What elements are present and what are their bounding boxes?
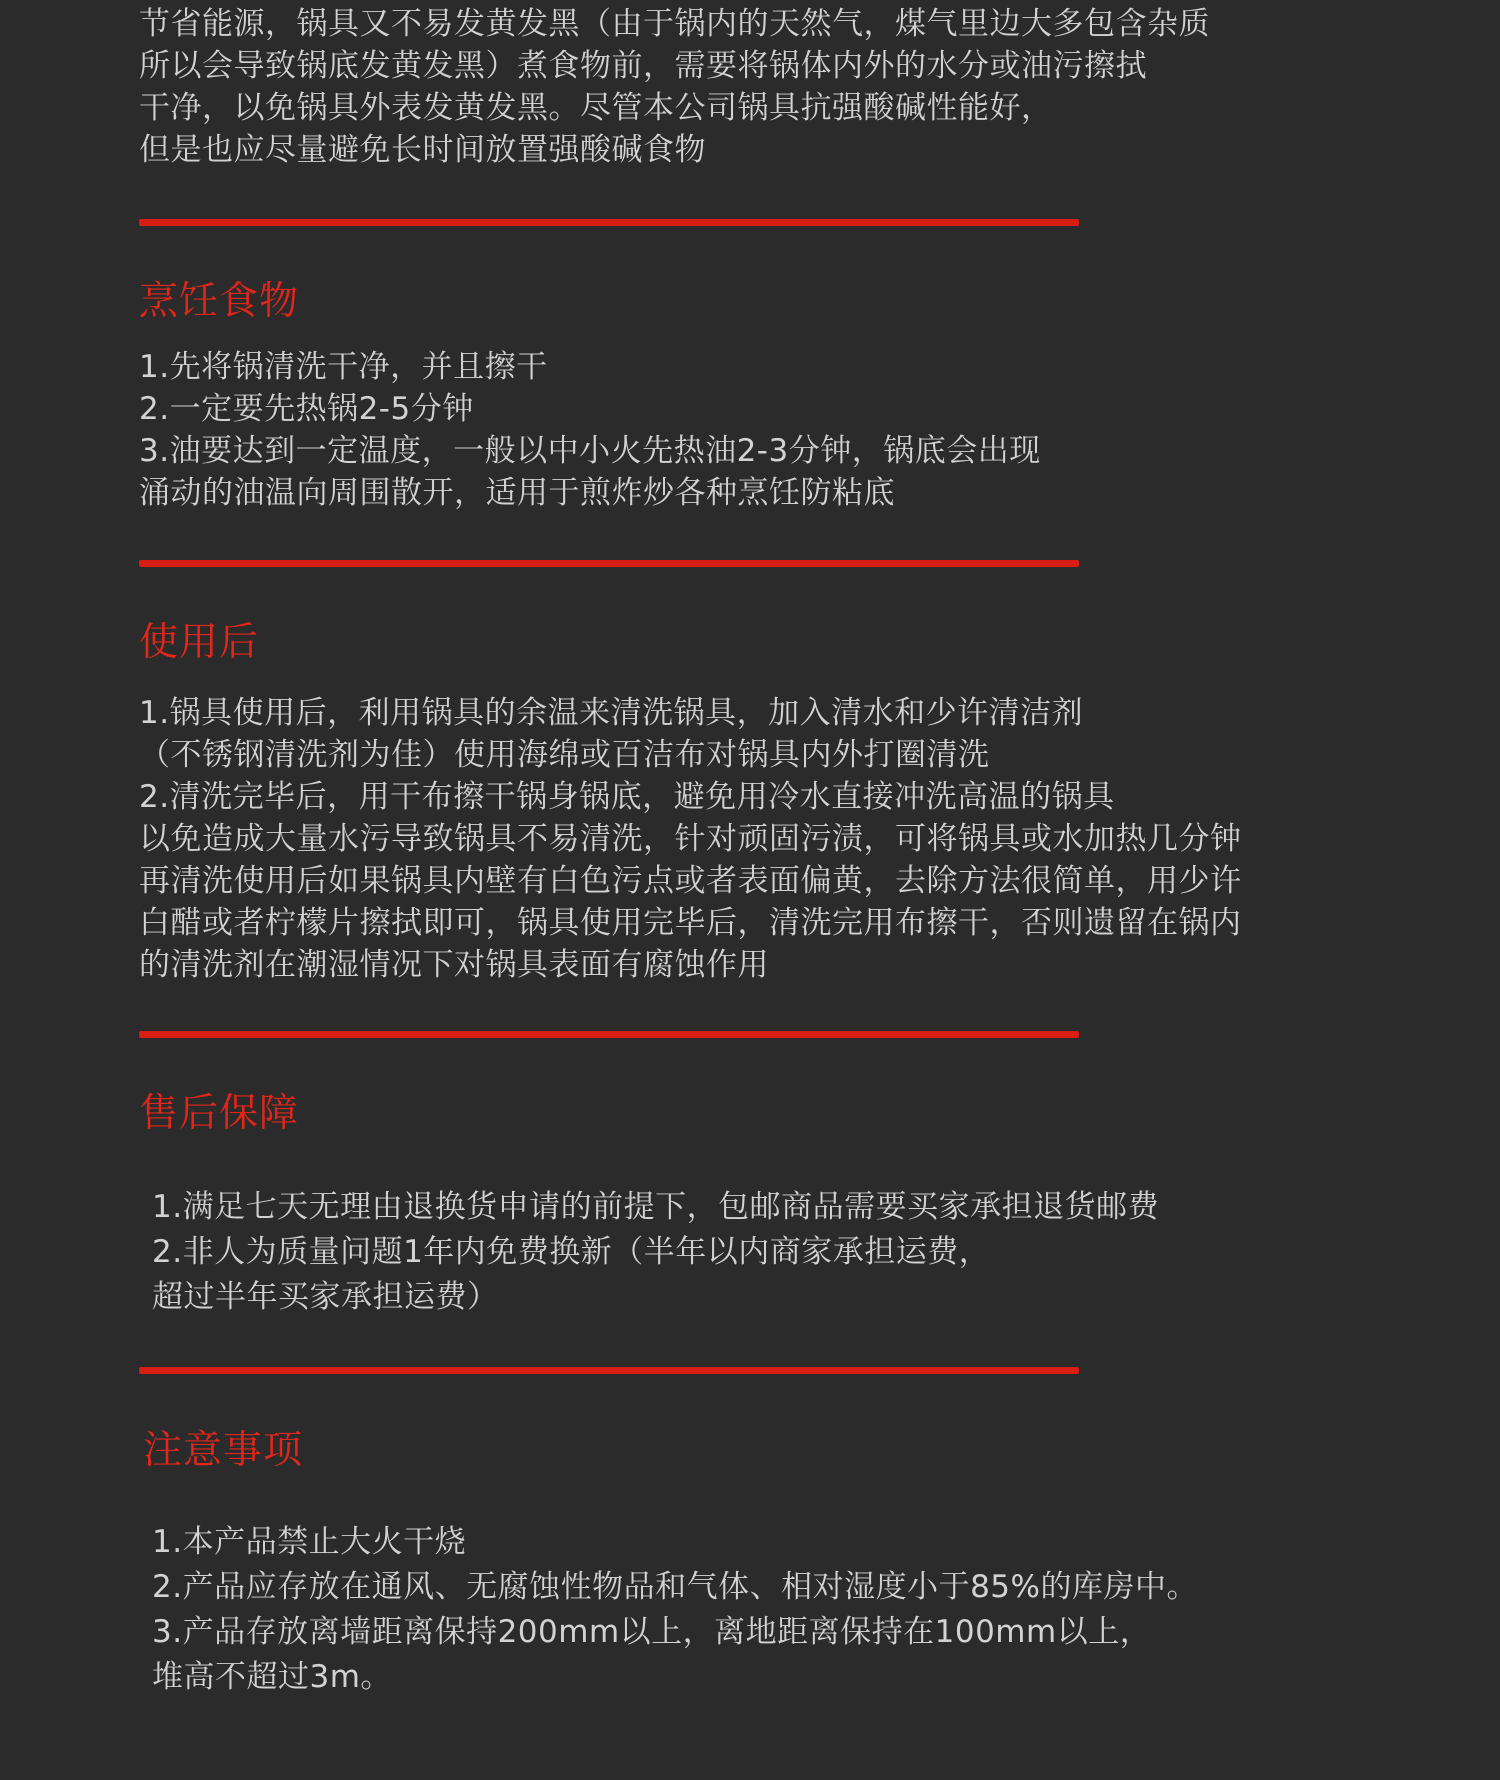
after-use-line: 以免造成大量水污导致锅具不易清洗，针对顽固污渍，可将锅具或水加热几分钟 [139, 821, 1242, 857]
after-use-line: 2.清洗完毕后，用干布擦干锅身锅底，避免用冷水直接冲洗高温的锅具 [139, 779, 1115, 815]
after-use-line: 再清洗使用后如果锅具内壁有白色污点或者表面偏黄，去除方法很简单，用少许 [139, 863, 1242, 899]
section-divider [139, 1367, 1079, 1374]
section-divider [139, 560, 1079, 567]
notes-line: 堆高不超过3m。 [152, 1659, 392, 1695]
after-sales-line: 2.非人为质量问题1年内免费换新（半年以内商家承担运费， [152, 1234, 991, 1270]
notes-line: 1.本产品禁止大火干烧 [152, 1524, 467, 1560]
section-title-notes: 注意事项 [143, 1428, 304, 1473]
intro-line: 干净，以免锅具外表发黄发黑。尽管本公司锅具抗强酸碱性能好， [139, 90, 1053, 126]
section-title-after-sales: 售后保障 [139, 1091, 300, 1136]
section-title-cooking: 烹饪食物 [139, 279, 300, 324]
after-use-line: 1.锅具使用后，利用锅具的余温来清洗锅具，加入清水和少许清洁剂 [139, 695, 1084, 731]
section-title-after-use: 使用后 [139, 620, 260, 665]
after-sales-line: 超过半年买家承担运费） [152, 1279, 499, 1315]
cooking-line: 3.油要达到一定温度，一般以中小火先热油2-3分钟，锅底会出现 [139, 433, 1041, 469]
intro-line: 节省能源，锅具又不易发黄发黑（由于锅内的天然气，煤气里边大多包含杂质 [139, 6, 1210, 42]
notes-line: 2.产品应存放在通风、无腐蚀性物品和气体、相对湿度小于85%的库房中。 [152, 1569, 1198, 1605]
cooking-line: 2.一定要先热锅2-5分钟 [139, 391, 474, 427]
after-use-line: 的清洗剂在潮湿情况下对锅具表面有腐蚀作用 [139, 947, 769, 983]
cooking-line: 涌动的油温向周围散开，适用于煎炸炒各种烹饪防粘底 [139, 475, 895, 511]
after-use-line: （不锈钢清洗剂为佳）使用海绵或百洁布对锅具内外打圈清洗 [139, 737, 990, 773]
after-use-line: 白醋或者柠檬片擦拭即可，锅具使用完毕后，清洗完用布擦干，否则遗留在锅内 [139, 905, 1242, 941]
intro-line: 所以会导致锅底发黄发黑）煮食物前，需要将锅体内外的水分或油污擦拭 [139, 48, 1147, 84]
cooking-line: 1.先将锅清洗干净，并且擦干 [139, 349, 548, 385]
section-divider [139, 1031, 1079, 1038]
notes-line: 3.产品存放离墙距离保持200mm以上，离地距离保持在100mm以上， [152, 1614, 1152, 1650]
after-sales-line: 1.满足七天无理由退换货申请的前提下，包邮商品需要买家承担退货邮费 [152, 1189, 1160, 1225]
section-divider [139, 219, 1079, 226]
intro-line: 但是也应尽量避免长时间放置强酸碱食物 [139, 132, 706, 168]
